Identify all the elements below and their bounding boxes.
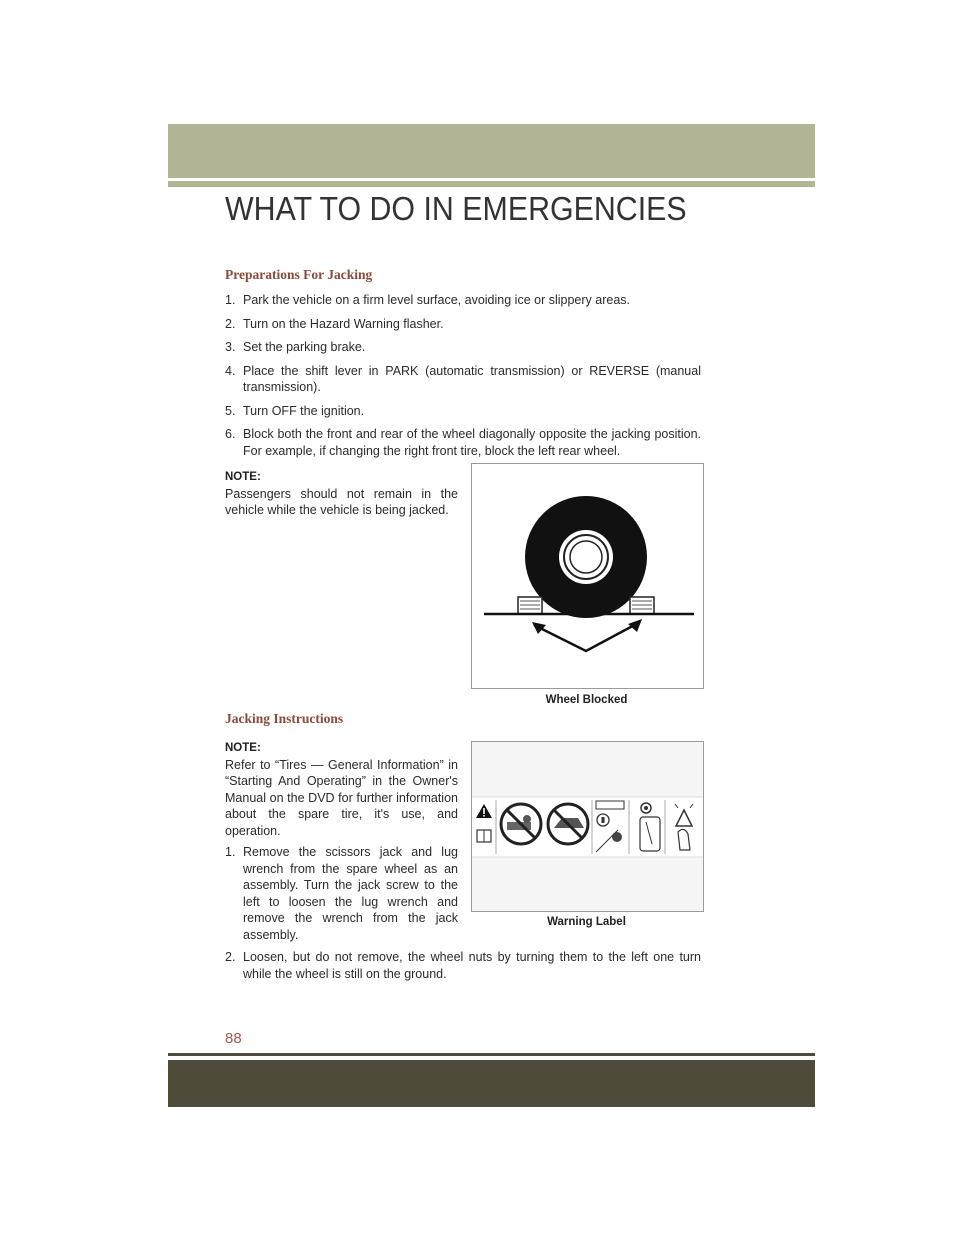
- wheel-blocked-illustration: [472, 464, 703, 688]
- list-item: 3. Set the parking brake.: [225, 340, 366, 354]
- note-text: Refer to “Tires — General Information” in “Starting And Operating” in the Owner's Manual on the DVD for further information about the spare tire, it's use, and operation.: [225, 757, 458, 838]
- figure-caption-warning-label: Warning Label: [547, 916, 626, 928]
- jacking-steps-col: [225, 844, 458, 950]
- page-number: 88: [225, 1030, 242, 1047]
- jacking-steps-full: [225, 949, 701, 989]
- header-rule: [168, 181, 815, 187]
- note-block-1: [225, 469, 458, 519]
- preparation-steps: [225, 292, 701, 466]
- page-title: WHAT TO DO IN EMERGENCIES: [225, 190, 687, 227]
- footer-rule: [168, 1053, 815, 1056]
- list-item: 6. Block both the front and rear of the wheel diagonally opposite the jacking position. For example, if changing the right front tire, block the left rear wheel.: [225, 427, 701, 458]
- note-block-2: [225, 740, 458, 839]
- footer-band: [168, 1060, 815, 1107]
- section-heading-jacking: Jacking Instructions: [225, 711, 344, 726]
- note-text: Passengers should not remain in the vehicle while the vehicle is being jacked.: [225, 486, 458, 517]
- header-band: [168, 124, 815, 178]
- no-under-vehicle-icon: [501, 804, 541, 844]
- list-item: 4. Place the shift lever in PARK (automatic transmission) or REVERSE (manual transmission).: [225, 363, 701, 394]
- warning-label-figure: [471, 741, 704, 912]
- note-label: NOTE:: [225, 471, 261, 483]
- list-item: 2. Loosen, but do not remove, the wheel nuts by turning them to the left one turn while the wheel is still on the ground.: [225, 950, 701, 981]
- list-item: 1. Park the vehicle on a firm level surface, avoiding ice or slippery areas.: [225, 293, 630, 307]
- note-label: NOTE:: [225, 742, 261, 754]
- warning-label-illustration: [472, 742, 703, 911]
- list-item: 1. Remove the scissors jack and lug wrench from the spare wheel as an assembly. Turn the jack screw to the left to loosen the lug wrench and remove the wrench from the jack assembly.: [225, 845, 458, 942]
- list-item: 5. Turn OFF the ignition.: [225, 403, 365, 418]
- list-item: 2. Turn on the Hazard Warning flasher.: [225, 316, 444, 331]
- wheel-blocked-figure: [471, 463, 704, 689]
- section-heading-preparations: Preparations For Jacking: [225, 267, 373, 282]
- figure-caption-wheel-blocked: Wheel Blocked: [545, 694, 628, 706]
- no-engine-running-icon: [548, 804, 588, 844]
